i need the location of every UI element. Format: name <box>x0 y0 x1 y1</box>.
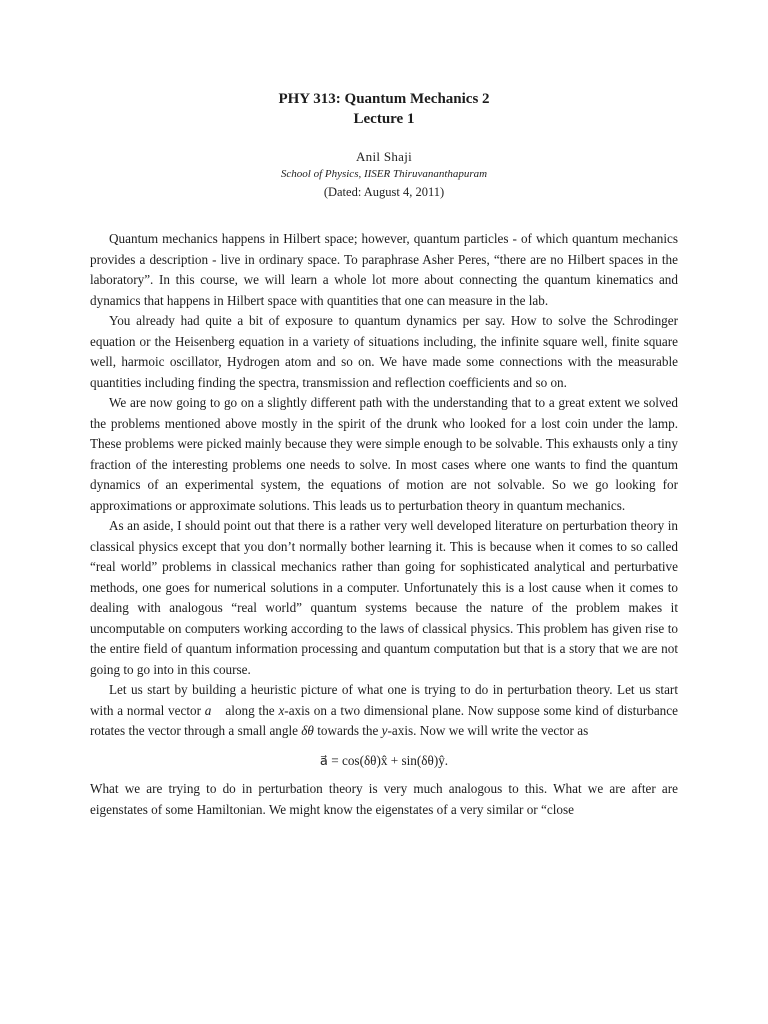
paragraph-2: You already had quite a bit of exposure to quantum dynamics per say. How to solve the Schrodinger equation or the Heisenberg equation in a variety of situations including, the infinite square well, finite square well, harmoic oscillator, Hydrogen atom and so on. We have made some connections with the measurable quantities including finding the spectra, transmission and reflection coefficients and so on. <box>90 313 678 390</box>
paragraph-4: As an aside, I should point out that there is a rather very well developed literature on perturbation theory in classical physics except that you don’t normally bother learning it. This is because when it comes to so called “real world” problems in classical mechanics rather than going for sophisticated analytical and perturbative methods, one goes for numerical solutions in a computer. Unfortunately this is a lost cause when it comes to dealing with analogous “real world” quantum systems because the nature of the problem makes it uncomputable on computers working according to the laws of classical physics. This problem has given rise to the entire field of quantum information processing and quantum computation but that is a story that we are not going to go into in this course. <box>90 518 678 677</box>
paragraph-5 <box>90 680 678 742</box>
author-name: Anil Shaji <box>355 149 413 164</box>
p5-text-a: Let us start by building a heuristic picture of what one is trying to do in perturbation theory. Let us start with a normal vector <box>90 682 678 718</box>
y-symbol: y <box>381 723 388 738</box>
paper-title: PHY 313: Quantum Mechanics 2 <box>278 91 490 107</box>
rotation-equation: a⃗ = cos(δθ)x̂ + sin(δθ)ŷ. <box>319 752 449 768</box>
author-affiliation: School of Physics, IISER Thiruvananthapuram <box>280 168 488 180</box>
delta-theta-symbol: δθ <box>301 723 314 738</box>
paragraph-1: Quantum mechanics happens in Hilbert space; however, quantum particles - of which quantum mechanics provides a description - live in ordinary space. To paraphrase Asher Peres, “there are no Hilbert spaces in the laboratory”. In this course, we will learn a whole lot more about connecting the quantum kinematics and dynamics that happens in Hilbert space with quantities that one can measure in the lab. <box>90 231 678 308</box>
p5-text-d: towards the <box>313 723 382 738</box>
vector-a-symbol: a⃗ <box>204 702 222 718</box>
date-line: (Dated: August 4, 2011) <box>323 185 445 199</box>
body-text <box>90 229 678 820</box>
p5-text-c: -axis on a two dimensional plane. Now suppose some kind of disturbance rotates the vector through a small angle <box>90 702 678 738</box>
p5-text-b: along the <box>221 702 279 718</box>
paragraph-6: What we are trying to do in perturbation theory is very much analogous to this. What we are after are eigenstates of some Hamiltonian. We might know the eigenstates of a very similar or “close <box>90 781 678 817</box>
x-symbol: x <box>278 702 285 718</box>
paragraph-3: We are now going to go on a slightly different path with the understanding that to a great extent we solved the problems mentioned above mostly in the spirit of the drunk who looked for a lost coin under the lamp. These problems were picked mainly because they were simple enough to be solvable. This exhausts only a tiny fraction of the interesting problems one needs to solve. In most cases where one wants to find the quantum dynamics of an experimental system, the equations of motion are not solvable. So we go looking for approximations or approximate solutions. This leads us to perturbation theory in quantum mechanics. <box>90 395 678 513</box>
p5-text-e: -axis. Now we will write the vector as <box>387 723 589 738</box>
lecture-number: Lecture 1 <box>353 111 415 127</box>
